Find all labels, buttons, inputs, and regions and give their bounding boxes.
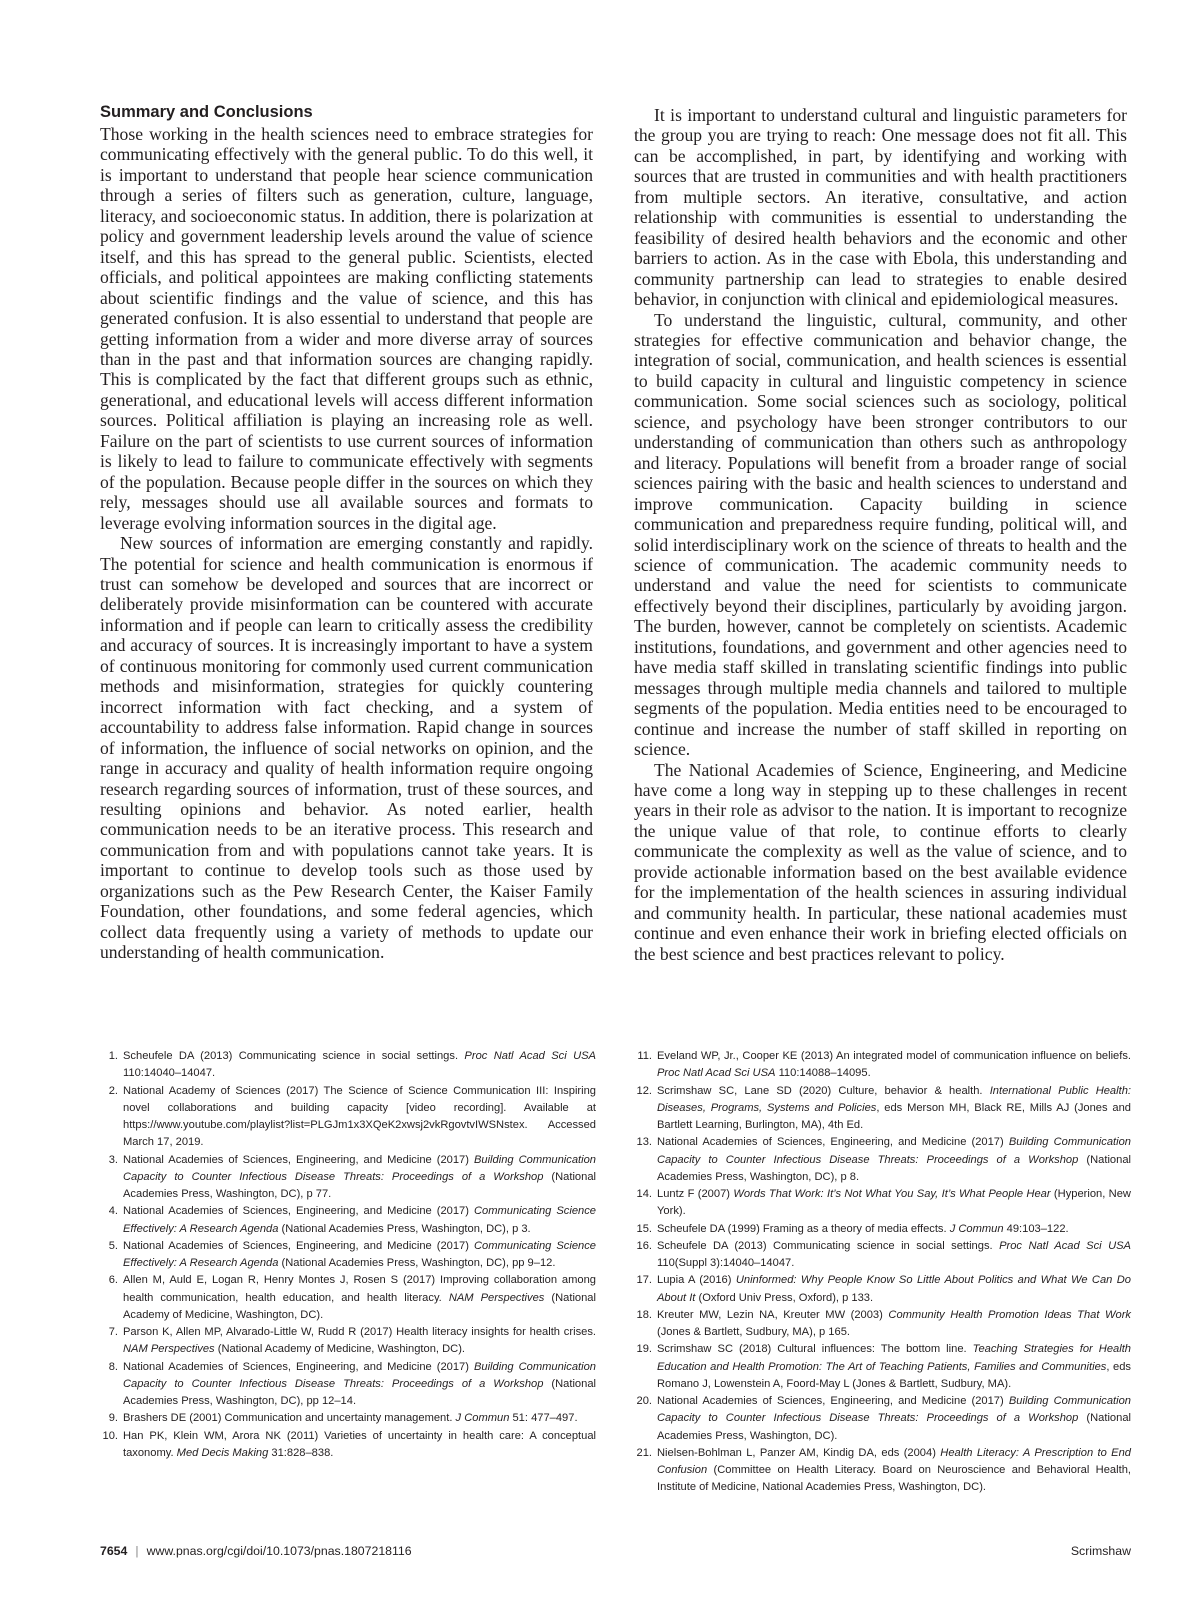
reference-item: 10. Han PK, Klein WM, Arora NK (2011) Varieties of uncertainty in health care: A conceptual taxonomy. Med Decis Making 31:828–838. (102, 1429, 596, 1459)
reference-item: 19. Scrimshaw SC (2018) Cultural influences: The bottom line. Teaching Strategies for Health Education and Health Promotion: The Art of Teaching Patients, Families and Communities, eds Romano J, Lowenstein A, Foord-May L (Jones & Bartlett, Sudbury, MA). (636, 1343, 1132, 1390)
doi-link[interactable]: www.pnas.org/cgi/doi/10.1073/pnas.1807218116 (146, 1544, 412, 1558)
reference-list-left (100, 1048, 596, 1462)
reference-item: 14. Luntz F (2007) Words That Work: It’s Not What You Say, It’s What People Hear (Hyperion, New York). (636, 1188, 1131, 1218)
paragraph: To understand the linguistic, cultural, community, and other strategies for effective communication and behavior change, the integration of social, communication, and health sciences is essential to build capacity in cultural and linguistic competency in science communication. Some social sciences such as sociology, political science, and psychology have been stronger contributors to our understanding of communication than others such as anthropology and literacy. Populations will benefit from a broader range of social sciences pairing with the basic and health sciences to understand and improve communication. Capacity building in science communication and preparedness require funding, political will, and solid interdisciplinary work on the science of threats to health and the science of communication. The academic community needs to understand and value the need for scientists to communicate effectively beyond their disciplines, particularly by avoiding jargon. The burden, however, cannot be completely on scientists. Academic institutions, foundations, and government and other agencies need to have media staff skilled in translating scientific findings into public messages through multiple media channels and tailored to multiple segments of the population. Media entities need to be encouraged to continue and increase the number of staff skilled in reporting on science. (634, 309, 1127, 760)
paragraph: Those working in the health sciences need to embrace strategies for communicating effectively with the general public. To do this well, it is important to understand that people hear science communication through a series of filters such as generation, culture, language, literacy, and socioeconomic status. In addition, there is polarization at policy and government leadership levels around the value of science itself, and this has spread to the general public. Scientists, elected officials, and political appointees are making conflicting statements about scientific findings and the value of science, and this has generated confusion. It is also essential to understand that people are getting information from a wider and more diverse array of sources than in the past and that information sources are changing rapidly. This is complicated by the fact that different groups such as ethnic, generational, and educational levels will access different information sources. Political affiliation is playing an increasing role as well. Failure on the part of scientists to use current sources of information is likely to lead to failure to communicate effectively with segments of the population. Because people differ in the sources on which they rely, messages should use all available sources and formats to leverage evolving information sources in the digital age. (100, 124, 593, 533)
reference-item: 12. Scrimshaw SC, Lane SD (2020) Culture, behavior & health. International Public Health: Diseases, Programs, Systems and Policies, eds Merson MH, Black RE, Mills AJ (Jones and Bartlett Learning, Burlington, MA), 4th Ed. (636, 1084, 1131, 1131)
paragraph: The National Academies of Science, Engineering, and Medicine have come a long way in stepping up to these challenges in recent years in their role as advisor to the nation. It is important to recognize the unique value of that role, to continue efforts to clearly communicate the complexity as well as the value of science, and to provide actionable information based on the best available evidence for the implementation of the health sciences in assuring individual and community health. In particular, these national academies must continue and even enhance their work in briefing elected officials on the best science and best practices relevant to policy. (634, 759, 1127, 964)
reference-item: 2. National Academy of Sciences (2017) The Science of Science Communication III: Inspiring novel collaborations and building capacity [video recording]. Available at https://www.youtube.com/playlist?list=PLGJm1x3XQeK2xwsj2vkRgovtvIWSNstex. Accessed March 17, 2019. (108, 1084, 596, 1149)
paragraph: New sources of information are emerging constantly and rapidly. The potential for science and health communication is enormous if trust can somehow be developed and sources that are incorrect or deliberately provide misinformation can be countered with accurate information and if people can learn to critically assess the credibility and accuracy of sources. It is increasingly important to have a system of continuous monitoring for commonly used current communication methods and misinformation, strategies for quickly countering incorrect information with fact checking, and a system of accountability to address false information. Rapid change in sources of information, the influence of social networks on opinion, and the range in accuracy and quality of health information require ongoing research regarding sources of information, trust of these sources, and resulting opinions and behavior. As noted earlier, health communication needs to be an iterative process. This research and communication from and with populations cannot take years. It is important to continue to develop tools such as those used by organizations such as the Pew Research Center, the Kaiser Family Foundation, other foundations, and some federal agencies, which collect data frequently using a variety of methods to update our understanding of health communication. (100, 533, 593, 963)
body-column-right (634, 105, 1127, 964)
footer-separator: | (135, 1544, 139, 1558)
page-footer (100, 1544, 1131, 1562)
running-author: Scrimshaw (1070, 1544, 1131, 1558)
page-number: 7654 (100, 1544, 128, 1558)
reference-item: 18. Kreuter MW, Lezin NA, Kreuter MW (2003) Community Health Promotion Ideas That Work (Jones & Bartlett, Sudbury, MA), p 165. (636, 1308, 1132, 1338)
reference-item: 11. Eveland WP, Jr., Cooper KE (2013) An integrated model of communication influence on beliefs. Proc Natl Acad Sci USA 110:14088–14095. (637, 1050, 1131, 1080)
reference-item: 17. Lupia A (2016) Uninformed: Why People Know So Little About Politics and What We Can Do About It (Oxford Univ Press, Oxford), p 133. (636, 1274, 1131, 1304)
reference-item: 9. Brashers DE (2001) Communication and uncertainty management. J Commun 51: 477–497. (108, 1412, 578, 1425)
reference-item: 21. Nielsen-Bohlman L, Panzer AM, Kindig DA, eds (2004) Health Literacy: A Prescription to End Confusion (Committee on Health Literacy. Board on Neuroscience and Behavioral Health, Institute of Medicine, National Academies Press, Washington, DC). (636, 1446, 1131, 1494)
body-column-left (100, 102, 593, 963)
reference-item: 6. Allen M, Auld E, Logan R, Henry Montes J, Rosen S (2017) Improving collaboration among health communication, health education, and health literacy. NAM Perspectives (National Academy of Medicine, Washington, DC). (108, 1274, 596, 1321)
reference-item: 8. National Academies of Sciences, Engineering, and Medicine (2017) Building Communication Capacity to Counter Infectious Disease Threats: Proceedings of a Workshop (National Academies Press, Washington, DC), pp 12–14. (108, 1360, 596, 1407)
reference-item: 3. National Academies of Sciences, Engineering, and Medicine (2017) Building Communication Capacity to Counter Infectious Disease Threats: Proceedings of a Workshop (National Academies Press, Washington, DC), p 77. (108, 1153, 596, 1200)
reference-item: 13. National Academies of Sciences, Engineering, and Medicine (2017) Building Communication Capacity to Counter Infectious Disease Threats: Proceedings of a Workshop (National Academies Press, Washington, DC), p 8. (636, 1136, 1131, 1183)
reference-item: 1. Scheufele DA (2013) Communicating science in social settings. Proc Natl Acad Sci USA 110:14040–14047. (108, 1050, 596, 1080)
reference-item: 5. National Academies of Sciences, Engineering, and Medicine (2017) Communicating Science Effectively: A Research Agenda (National Academies Press, Washington, DC), pp 9–12. (108, 1239, 596, 1269)
reference-item: 7. Parson K, Allen MP, Alvarado-Little W, Rudd R (2017) Health literacy insights for health crises. NAM Perspectives (National Academy of Medicine, Washington, DC). (108, 1326, 596, 1356)
reference-item: 15. Scheufele DA (1999) Framing as a theory of media effects. J Commun 49:103–122. (636, 1222, 1069, 1235)
paragraph: It is important to understand cultural and linguistic parameters for the group you are trying to reach: One message does not fit all. This can be accomplished, in part, by identifying and working with sources that are trusted in communities and with health practitioners from multiple sectors. An iterative, consultative, and action relationship with communities is essential to understanding the feasibility of desired health behaviors and the economic and other barriers to action. As in the case with Ebola, this understanding and community partnership can lead to strategies to enable desired behavior, in conjunction with clinical and epidemiological measures. (634, 105, 1127, 310)
reference-item: 16. Scheufele DA (2013) Communicating science in social settings. Proc Natl Acad Sci USA 110(Suppl 3):14040–14047. (636, 1239, 1131, 1269)
reference-list-right (634, 1048, 1131, 1497)
reference-item: 4. National Academies of Sciences, Engineering, and Medicine (2017) Communicating Science Effectively: A Research Agenda (National Academies Press, Washington, DC), p 3. (108, 1205, 596, 1235)
section-heading: Summary and Conclusions (100, 103, 313, 121)
reference-item: 20. National Academies of Sciences, Engineering, and Medicine (2017) Building Communication Capacity to Counter Infectious Disease Threats: Proceedings of a Workshop (National Academies Press, Washington, DC). (636, 1395, 1131, 1442)
